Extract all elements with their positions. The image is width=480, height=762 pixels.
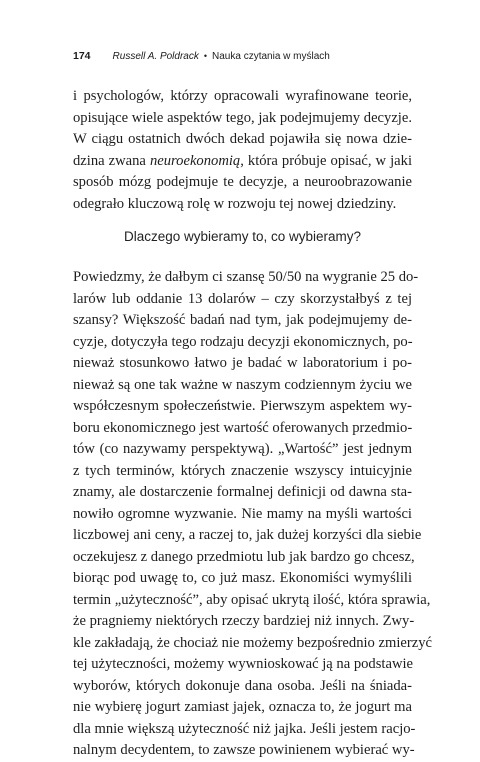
paragraph-line: szansy? Większość badań nad tym, jak podejmujemy de- xyxy=(73,312,412,328)
paragraph-line: dla mnie większą użyteczność niż jajka. Jeśli jestem racjo- xyxy=(73,720,416,737)
paragraph-line: liczbowej ani ceny, a raczej to, jak dużej korzyści dla siebie xyxy=(73,527,422,543)
paragraph-line: nieważ są one tak ważne w naszym codziennym życiu we xyxy=(73,376,412,393)
running-header-separator: • xyxy=(203,51,208,61)
paragraph-line: z tych terminów, których znaczenie wszyscy intuicyjnie xyxy=(73,462,412,479)
paragraph-line: współczesnym społeczeństwie. Pierwszym aspektem wy- xyxy=(73,398,412,414)
paragraph-line: wyborów, których dokonuje dana osoba. Jeśli na śniada- xyxy=(73,677,412,694)
paragraph-line: W ciągu ostatnich dwóch dekad pojawiła się nowa dzie- xyxy=(73,131,412,147)
paragraph-line: nieważ stosunkowo łatwo je badać w laboratorium i po- xyxy=(73,355,412,371)
running-header xyxy=(73,48,413,64)
paragraph-line: opisujące wiele aspektów tego, jak podejmujemy decyzje. xyxy=(73,109,412,126)
running-header-author: Russell A. Poldrack xyxy=(112,51,199,62)
paragraph-line: oczekujesz z danego przedmiotu lub jak bardzo go chcesz, xyxy=(73,548,415,565)
paragraph-line: nowiło ogromne wyzwanie. Nie mamy na myśli wartości xyxy=(73,505,412,522)
paragraph-line: termin „użyteczność”, aby opisać ukrytą ilość, która sprawia, xyxy=(73,591,431,608)
paragraph-line xyxy=(73,151,412,173)
paragraph-main xyxy=(73,267,432,762)
paragraph-line: boru ekonomicznego jest wartość oferowanych przedmio- xyxy=(73,419,413,436)
paragraph-line: odegrało kluczową rolę w rozwoju tej nowej dziedziny. xyxy=(73,195,397,212)
section-heading: Dlaczego wybieramy to, co wybieramy? xyxy=(123,229,362,244)
line-text: dzina zwana xyxy=(73,152,146,169)
paragraph-line: i psychologów, którzy opracowali wyrafinowane teorie, xyxy=(73,88,412,104)
paragraph-line: tej użyteczności, możemy wywnioskować ją na podstawie xyxy=(73,656,414,672)
paragraph-line: kle zakładają, że chociaż nie możemy bezpośrednio zmierzyć xyxy=(73,634,432,651)
paragraph-continued xyxy=(73,86,412,215)
paragraph-line: nie wybierę jogurt zamiast jajek, oznacza to, że jogurt ma xyxy=(73,699,412,715)
paragraph-line: cyzje, dotyczyła tego rodzaju decyzji ekonomicznych, po- xyxy=(73,333,413,350)
running-header-book-title: Nauka czytania w myślach xyxy=(212,51,330,62)
page-number: 174 xyxy=(73,50,91,62)
paragraph-line: że pragniemy niektórych rzeczy bardziej niż innych. Zwy- xyxy=(73,613,415,629)
emphasized-term: neuroekonomią xyxy=(149,152,241,169)
paragraph-line: Powiedzmy, że dałbym ci szansę 50/50 na wygranie 25 do- xyxy=(73,269,419,285)
paragraph-line: tów (co nazywamy perspektywą). „Wartość” jest jednym xyxy=(73,441,412,457)
paragraph-line: znamy, ale dostarczenie formalnej definicji od dawna sta- xyxy=(73,484,412,500)
paragraph-line: nalnym decydentem, to zawsze powinienem wybierać wy- xyxy=(73,742,415,758)
paragraph-line: sposób mózg podejmuje te decyzje, a neuroobrazowanie xyxy=(73,174,412,190)
line-text: , która próbuje opisać, w jaki xyxy=(240,152,412,169)
paragraph-line: biorąc pod uwagę to, co już masz. Ekonomiści wymyślili xyxy=(73,570,412,586)
paragraph-line: larów lub oddanie 13 dolarów – czy skorzystałbyś z tej xyxy=(73,290,412,307)
